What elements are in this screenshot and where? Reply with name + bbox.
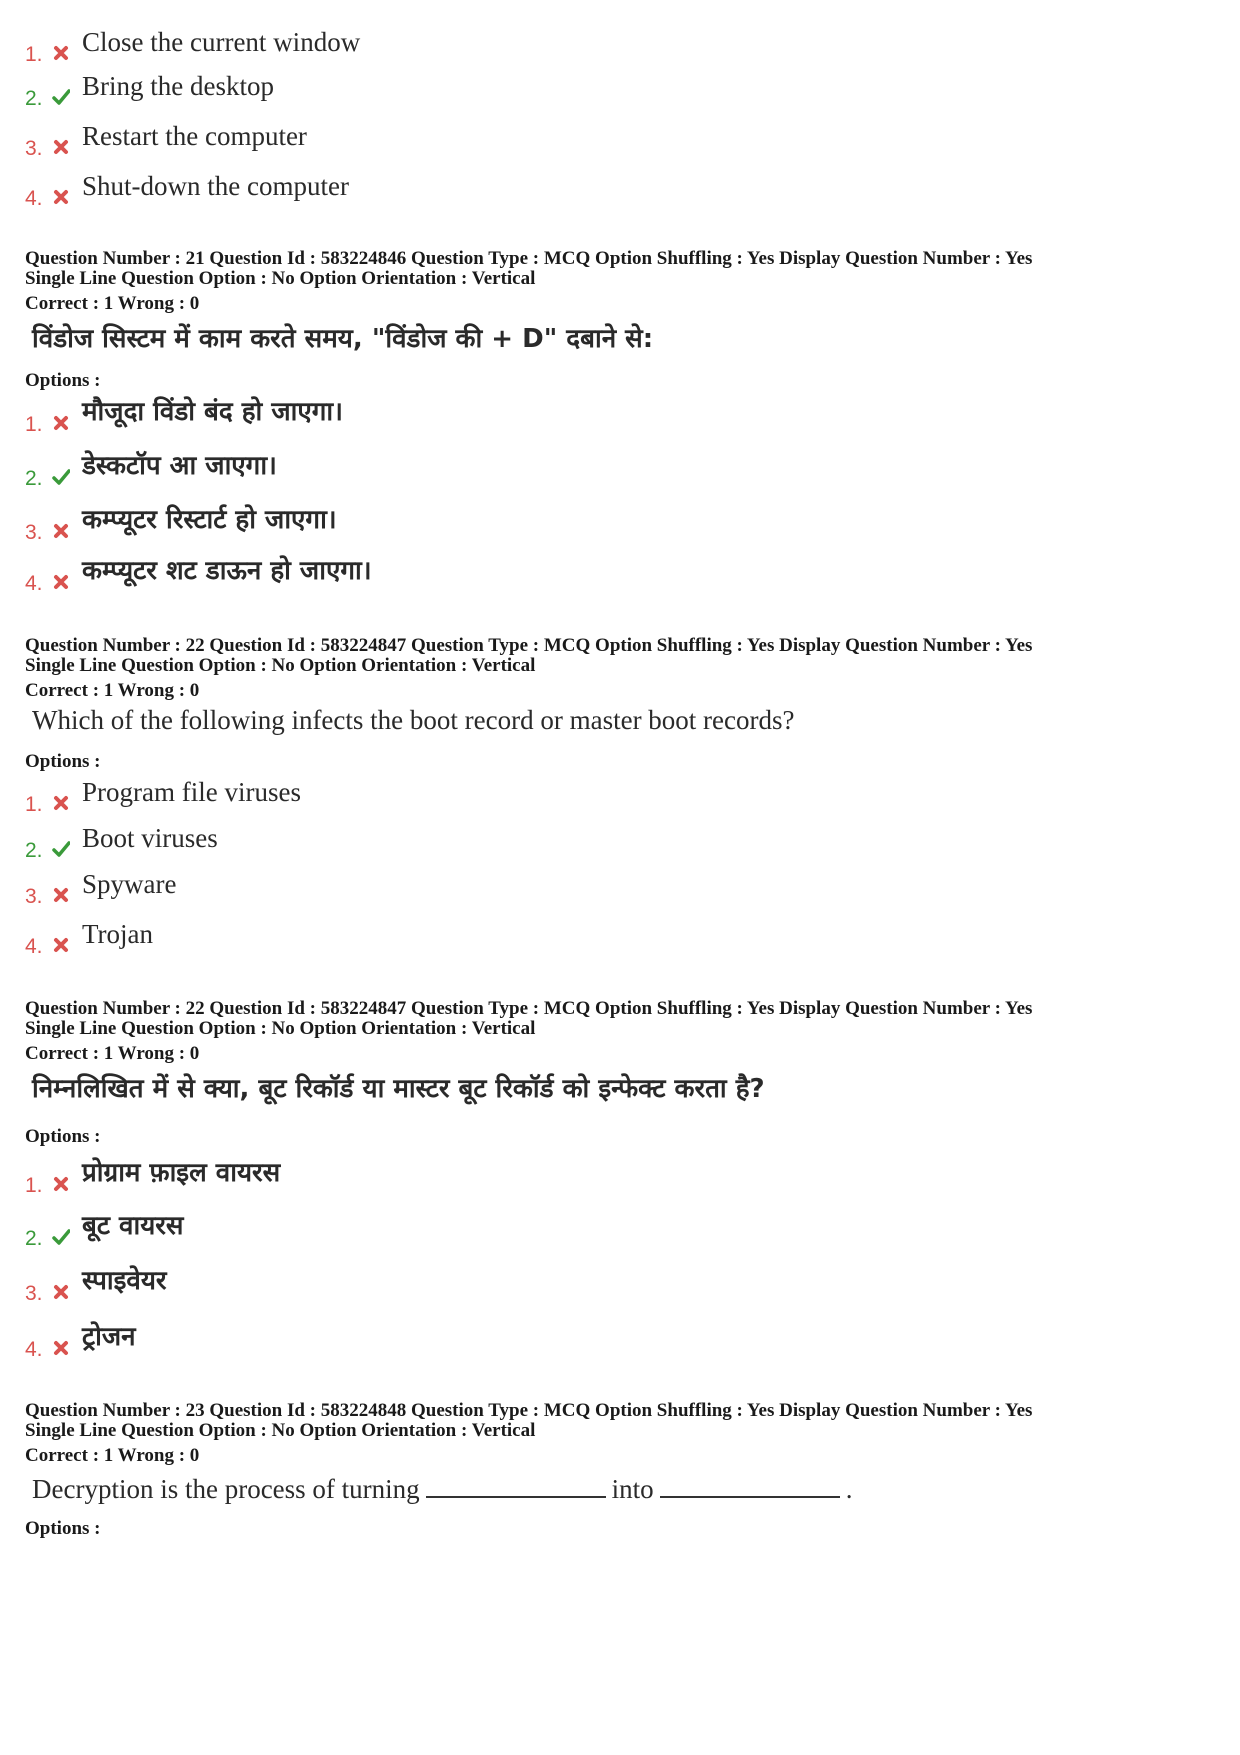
question-marks: Correct : 1 Wrong : 0 <box>25 1445 200 1466</box>
option-text: मौजूदा विंडो बंद हो जाएगा। <box>82 397 343 427</box>
question-meta: Question Number : 22 Question Id : 583224847 Question Type : MCQ Option Shuffling : Yes Display Question Number : Yes <box>25 998 1033 1019</box>
wrong-icon <box>52 188 70 206</box>
option-number: 3. <box>25 137 43 160</box>
wrong-icon <box>52 414 70 432</box>
wrong-icon <box>52 886 70 904</box>
option-4 <box>22 918 1022 958</box>
option-text: Boot viruses <box>82 823 218 853</box>
question-text: निम्नलिखित में से क्या, बूट रिकॉर्ड या मास्टर बूट रिकॉर्ड को इन्फेक्ट करता है? <box>32 1074 765 1104</box>
option-number: 1. <box>25 1174 43 1197</box>
wrong-icon <box>52 794 70 812</box>
option-2 <box>22 822 1022 862</box>
option-4 <box>22 170 1022 210</box>
option-3 <box>22 868 1022 908</box>
question-text-part-2: into <box>611 1474 654 1504</box>
option-text: Shut-down the computer <box>82 171 349 201</box>
option-number: 4. <box>25 187 43 210</box>
question-meta: Question Number : 23 Question Id : 583224848 Question Type : MCQ Option Shuffling : Yes Display Question Number : Yes <box>25 1400 1033 1421</box>
option-3 <box>22 120 1022 160</box>
option-text: Restart the computer <box>82 121 307 151</box>
option-2 <box>22 450 1022 490</box>
option-2 <box>22 70 1022 110</box>
options-label: Options : <box>25 1126 101 1147</box>
wrong-icon <box>52 138 70 156</box>
question-meta-options: Single Line Question Option : No Option Orientation : Vertical <box>25 1018 536 1039</box>
correct-icon <box>52 468 70 486</box>
option-text: Program file viruses <box>82 777 301 807</box>
option-4 <box>22 1321 1022 1361</box>
wrong-icon <box>52 1175 70 1193</box>
option-number: 4. <box>25 935 43 958</box>
wrong-icon <box>52 936 70 954</box>
question-text-part-3: . <box>845 1474 853 1504</box>
correct-icon <box>52 88 70 106</box>
option-text: Bring the desktop <box>82 71 274 101</box>
option-number: 3. <box>25 521 43 544</box>
option-4 <box>22 555 1022 595</box>
question-meta: Question Number : 22 Question Id : 583224847 Question Type : MCQ Option Shuffling : Yes Display Question Number : Yes <box>25 635 1033 656</box>
question-marks: Correct : 1 Wrong : 0 <box>25 293 200 314</box>
question-marks: Correct : 1 Wrong : 0 <box>25 1043 200 1064</box>
option-number: 2. <box>25 839 43 862</box>
correct-icon <box>52 1228 70 1246</box>
options-label: Options : <box>25 1518 101 1539</box>
option-number: 4. <box>25 572 43 595</box>
option-text: स्पाइवेयर <box>82 1266 167 1296</box>
option-text: Close the current window <box>82 27 361 57</box>
option-1 <box>22 776 1022 816</box>
wrong-icon <box>52 522 70 540</box>
correct-icon <box>52 840 70 858</box>
option-number: 3. <box>25 1282 43 1305</box>
option-2 <box>22 1210 1022 1250</box>
question-text: विंडोज सिस्टम में काम करते समय, "विंडोज की + D" दबाने से: <box>32 324 654 354</box>
option-1 <box>22 1157 1022 1197</box>
option-number: 1. <box>25 413 43 436</box>
wrong-icon <box>52 1283 70 1301</box>
blank-line <box>660 1470 840 1498</box>
option-text: कम्प्यूटर रिस्टार्ट हो जाएगा। <box>82 505 337 535</box>
option-text: Spyware <box>82 869 177 899</box>
option-number: 4. <box>25 1338 43 1361</box>
wrong-icon <box>52 1339 70 1357</box>
blank-line <box>426 1470 606 1498</box>
option-1 <box>22 26 1022 66</box>
option-number: 2. <box>25 1227 43 1250</box>
option-number: 1. <box>25 793 43 816</box>
option-text: बूट वायरस <box>82 1211 184 1241</box>
option-text: Trojan <box>82 919 154 949</box>
option-text: कम्प्यूटर शट डाऊन हो जाएगा। <box>82 556 372 586</box>
wrong-icon <box>52 573 70 591</box>
question-text <box>32 1470 852 1506</box>
wrong-icon <box>52 44 70 62</box>
question-text: Which of the following infects the boot record or master boot records? <box>32 705 795 735</box>
option-number: 2. <box>25 87 43 110</box>
question-meta-options: Single Line Question Option : No Option Orientation : Vertical <box>25 655 536 676</box>
options-label: Options : <box>25 751 101 772</box>
option-text: प्रोग्राम फ़ाइल वायरस <box>82 1158 281 1188</box>
question-meta-options: Single Line Question Option : No Option Orientation : Vertical <box>25 268 536 289</box>
question-meta: Question Number : 21 Question Id : 583224846 Question Type : MCQ Option Shuffling : Yes Display Question Number : Yes <box>25 248 1033 269</box>
question-text-part-1: Decryption is the process of turning <box>32 1474 420 1504</box>
option-3 <box>22 1265 1022 1305</box>
option-3 <box>22 504 1022 544</box>
options-label: Options : <box>25 370 101 391</box>
option-text: ट्रोजन <box>82 1322 136 1352</box>
option-1 <box>22 396 1022 436</box>
option-text: डेस्कटॉप आ जाएगा। <box>82 451 277 481</box>
option-number: 1. <box>25 43 43 66</box>
option-number: 2. <box>25 467 43 490</box>
option-number: 3. <box>25 885 43 908</box>
question-marks: Correct : 1 Wrong : 0 <box>25 680 200 701</box>
question-meta-options: Single Line Question Option : No Option Orientation : Vertical <box>25 1420 536 1441</box>
